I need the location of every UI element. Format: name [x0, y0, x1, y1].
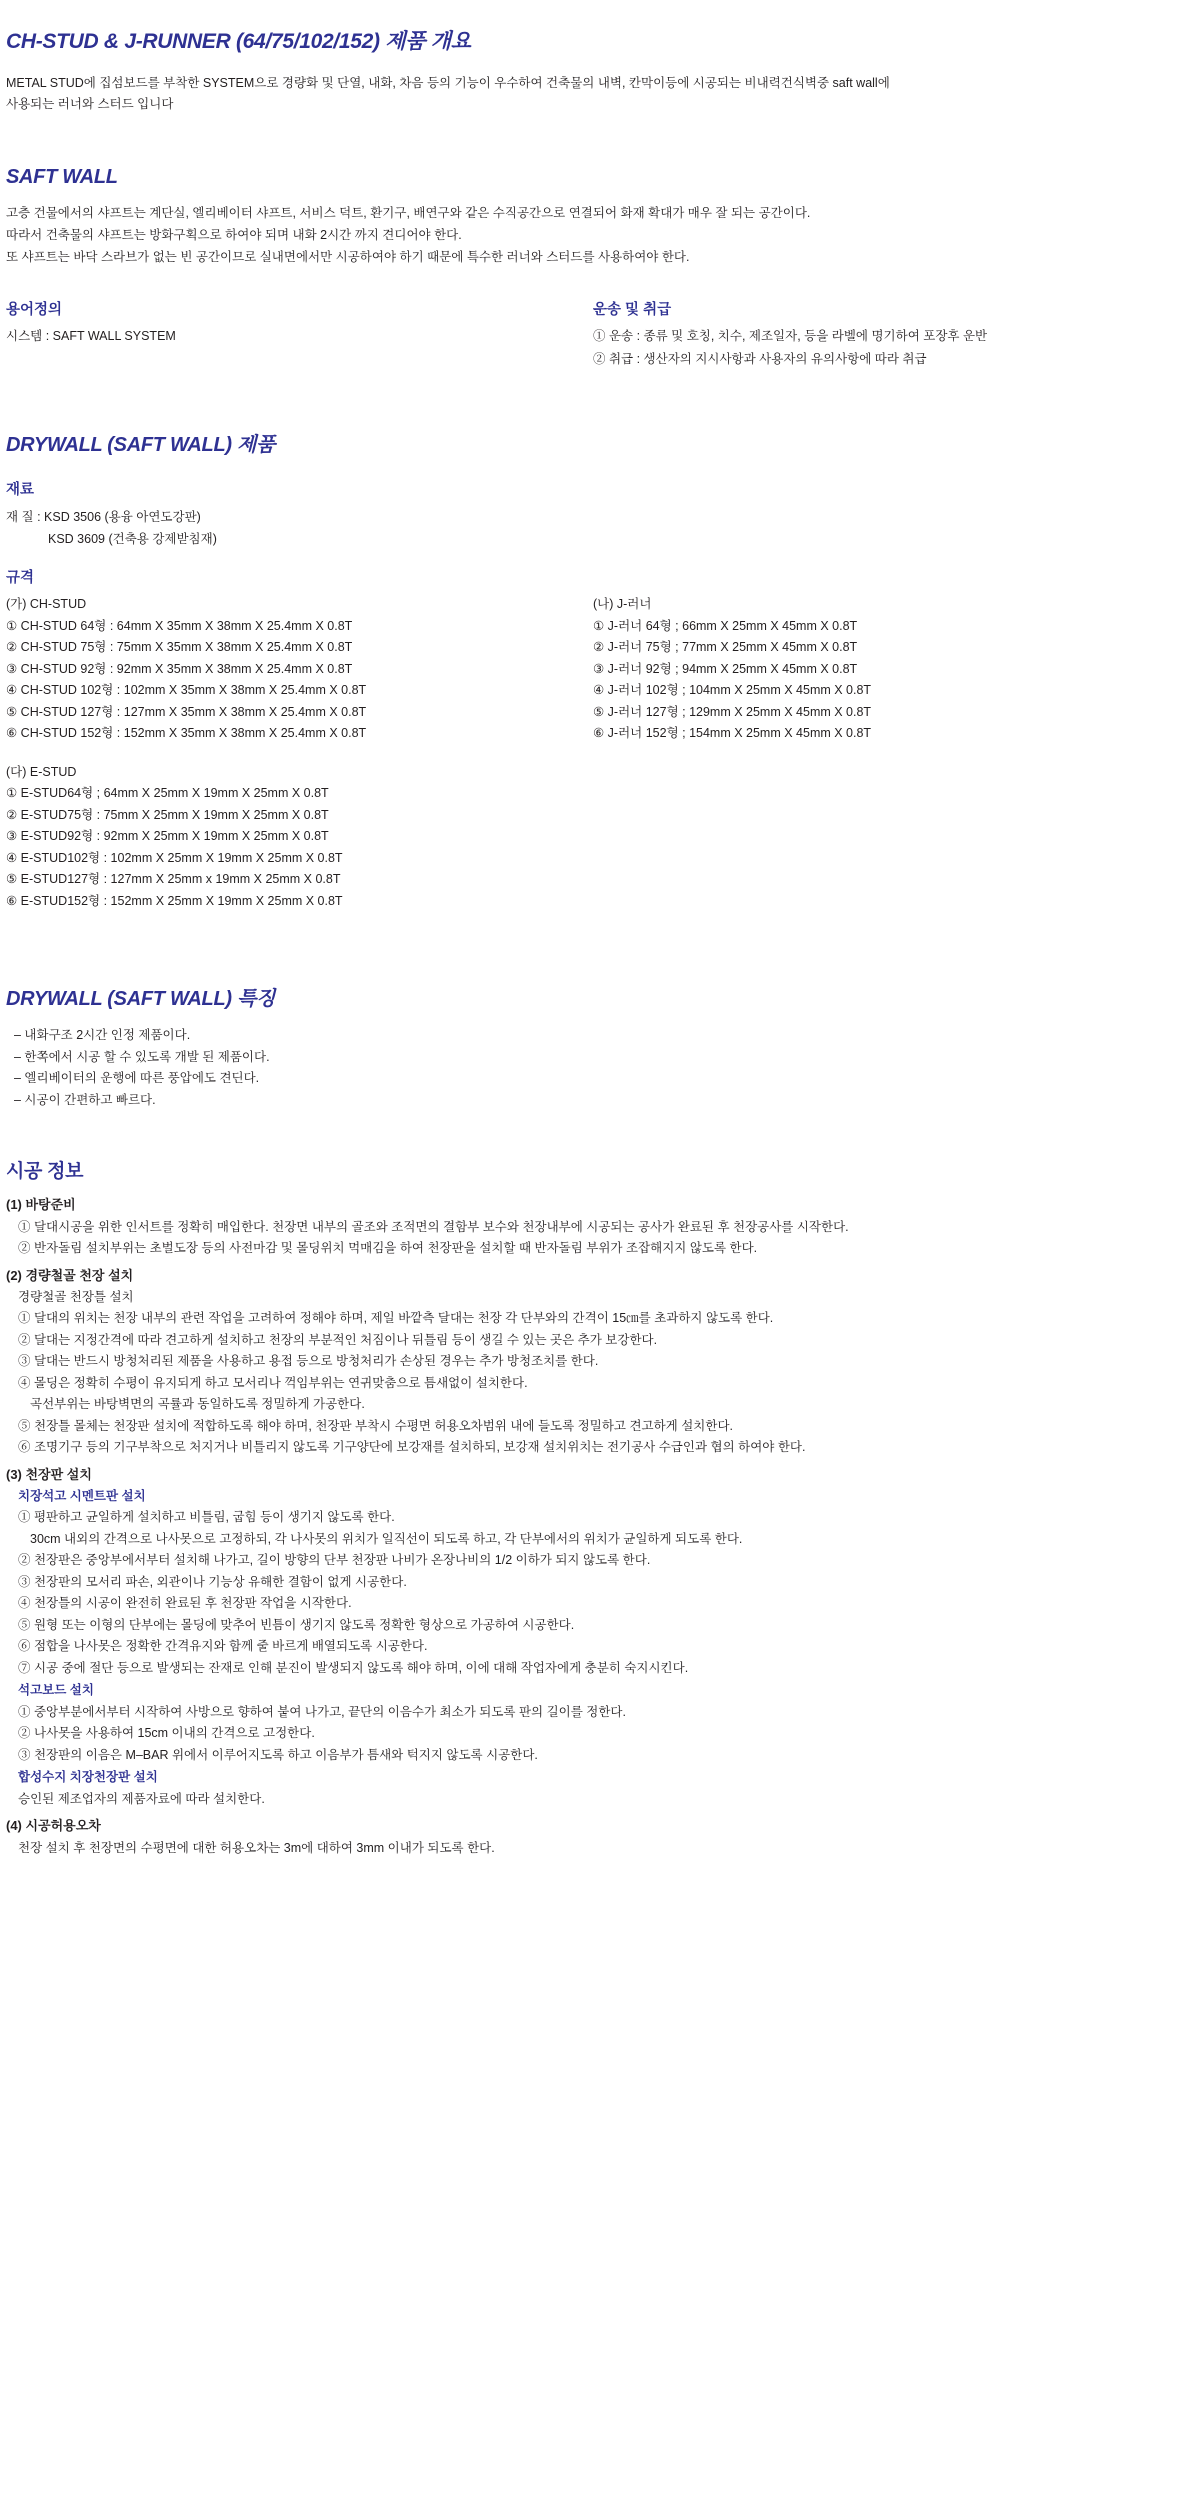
list-item: ⑥ 점합을 나사못은 정확한 간격유지와 함께 줄 바르게 배열되도록 시공한다.: [18, 1639, 428, 1654]
spec-group-a-title: (가) CH-STUD: [6, 597, 87, 612]
transport-line-2: ② 취급 : 생산자의 지시사항과 사용자의 유의사항에 따라 취급: [593, 351, 927, 366]
list-item: ④ CH-STUD 102형 : 102mm X 35mm X 38mm X 25.4mm X 0.8T: [6, 683, 367, 698]
construction-section-1: [6, 1195, 1180, 1260]
construction-section-2: [6, 1266, 1180, 1459]
list-item: ② E-STUD75형 : 75mm X 25mm X 19mm X 25mm X 0.8T: [6, 807, 329, 822]
list-item: ② 나사못을 사용하여 15cm 이내의 간격으로 고정한다.: [18, 1726, 315, 1741]
transport-handling-block: [593, 299, 1180, 370]
list-item: ④ 몰딩은 정확히 수평이 유지되게 하고 모서리나 꺽임부위는 연귀맞춤으로 틈새없이 설치한다.: [18, 1375, 528, 1390]
list-item: ⑤ 원형 또는 이형의 단부에는 몰딩에 맞추어 빈틈이 생기지 않도록 정확한 형상으로 가공하여 시공한다.: [18, 1617, 575, 1632]
transport-line-1: ① 운송 : 종류 및 호칭, 치수, 제조일자, 등을 라벨에 명기하여 포장후 운반: [593, 329, 988, 344]
saft-wall-paragraph-3: 또 샤프트는 바닥 스라브가 없는 빈 공간이므로 실내면에서만 시공하여야 하기 때문에 특수한 러너와 스터드를 사용하여야 한다.: [6, 250, 690, 265]
construction-section-3-sub-3: 합성수지 치장천장판 설치: [18, 1770, 158, 1785]
list-item: 천장 설치 후 천장면의 수평면에 대한 허용오차는 3m에 대하여 3mm 이내가 되도록 한다.: [18, 1841, 495, 1856]
list-item: ⑤ 천장틀 몰체는 천장판 설치에 적합하도록 해야 하며, 천장판 부착시 수평면 허용오차범위 내에 들도록 정밀하고 견고하게 설치한다.: [18, 1418, 733, 1433]
list-item: ① CH-STUD 64형 : 64mm X 35mm X 38mm X 25.4mm X 0.8T: [6, 618, 353, 633]
saft-wall-detail-columns: [6, 299, 1180, 370]
intro-line-1: METAL STUD에 집섬보드를 부착한 SYSTEM으로 경량화 및 단열, 내화, 차음 등의 기능이 우수하여 건축물의 내벽, 칸막이등에 시공되는 비내력건식벽중 saft wall에: [6, 75, 890, 90]
list-item: – 시공이 간편하고 빠르다.: [14, 1092, 156, 1107]
list-item: – 내화구조 2시간 인정 제품이다.: [14, 1028, 191, 1043]
construction-section-3-note: 30cm 내외의 간격으로 나사못으로 고정하되, 각 나사못의 위치가 일직선이 되도록 하고, 각 단부에서의 위치가 균일하게 되도록 한다.: [30, 1531, 743, 1546]
section-title-saft-wall: SAFT WALL: [6, 166, 118, 189]
list-item: ⑤ E-STUD127형 : 127mm X 25mm x 19mm X 25mm X 0.8T: [6, 872, 341, 887]
spec-group-ch-stud: [6, 593, 593, 745]
spec-columns: [6, 593, 1180, 745]
list-item: ⑥ 조명기구 등의 기구부착으로 처지거나 비틀리지 않도록 기구양단에 보강재를 설치하되, 보강재 설치위치는 전기공사 수급인과 협의 하여야 한다.: [18, 1440, 806, 1455]
spec-group-b-list: [593, 616, 1180, 745]
saft-wall-paragraph-1: 고층 건물에서의 샤프트는 계단실, 엘리베이터 샤프트, 서비스 덕트, 환기구, 배연구와 같은 수직공간으로 연결되어 화재 확대가 매우 잘 되는 공간이다.: [6, 206, 811, 221]
section-title-product: DRYWALL (SAFT WALL) 제품: [6, 434, 276, 457]
list-item: ③ J-러너 92형 ; 94mm X 25mm X 45mm X 0.8T: [593, 661, 858, 676]
construction-section-2-sub: 경량철골 천장틀 설치: [18, 1290, 134, 1305]
saft-wall-paragraph-2: 따라서 건축물의 샤프트는 방화구획으로 하여야 되며 내화 2시간 까지 견디어야 한다.: [6, 228, 462, 243]
list-item: 승인된 제조업자의 제품자료에 따라 설치한다.: [18, 1791, 265, 1806]
list-item: ③ 천장판의 이음은 M–BAR 위에서 이루어지도록 하고 이음부가 틈새와 턱지지 않도록 시공한다.: [18, 1747, 538, 1762]
construction-section-1-head: (1) 바탕준비: [6, 1196, 76, 1212]
construction-section-3-head: (3) 천장판 설치: [6, 1466, 92, 1482]
term-definition-heading: 용어정의: [6, 301, 63, 318]
section-title-features: DRYWALL (SAFT WALL) 특징: [6, 988, 276, 1011]
spec-group-c-list: [6, 783, 1180, 912]
list-item: ① 평판하고 균일하게 설치하고 비틀림, 굽힘 등이 생기지 않도록 한다.: [18, 1510, 395, 1525]
construction-section-3: [6, 1465, 1180, 1810]
list-item: ① 달대시공을 위한 인서트를 정확히 매입한다. 천장면 내부의 골조와 조적면의 결함부 보수와 천장내부에 시공되는 공사가 완료된 후 천장공사를 시작한다.: [18, 1219, 849, 1234]
list-item: ⑤ J-러너 127형 ; 129mm X 25mm X 45mm X 0.8T: [593, 704, 872, 719]
list-item: ③ CH-STUD 92형 : 92mm X 35mm X 38mm X 25.4mm X 0.8T: [6, 661, 353, 676]
list-item: ① E-STUD64형 ; 64mm X 25mm X 19mm X 25mm X 0.8T: [6, 786, 329, 801]
list-item: ⑦ 시공 중에 절단 등으로 발생되는 잔재로 인해 분진이 발생되지 않도록 해야 하며, 이에 대해 작업자에게 충분히 숙지시킨다.: [18, 1660, 689, 1675]
construction-section-2-note: 곡선부위는 바탕벽면의 곡률과 동일하도록 정밀하게 가공한다.: [30, 1397, 365, 1412]
term-definition-line-1: 시스템 : SAFT WALL SYSTEM: [6, 329, 176, 344]
transport-handling-heading: 운송 및 취급: [593, 301, 672, 318]
list-item: ③ 천장판의 모서리 파손, 외관이나 기능상 유해한 결함이 없게 시공한다.: [18, 1574, 407, 1589]
material-heading: 재료: [6, 482, 35, 499]
list-item: ① J-러너 64형 ; 66mm X 25mm X 45mm X 0.8T: [593, 618, 858, 633]
material-line-2: KSD 3609 (건축용 강제받침재): [48, 532, 217, 547]
construction-section-2-head: (2) 경량철골 천장 설치: [6, 1267, 134, 1283]
construction-section-3-sub-1: 치장석고 시멘트판 설치: [18, 1489, 146, 1504]
spec-group-b-title: (나) J-러너: [593, 597, 652, 612]
spec-group-e-stud: [6, 761, 1180, 913]
list-item: ⑤ CH-STUD 127형 : 127mm X 35mm X 38mm X 25.4mm X 0.8T: [6, 704, 367, 719]
list-item: ⑥ E-STUD152형 : 152mm X 25mm X 19mm X 25mm X 0.8T: [6, 893, 343, 908]
term-definition-block: [6, 299, 593, 370]
construction-section-4: [6, 1816, 1180, 1860]
spec-heading: 규격: [6, 569, 35, 586]
list-item: ① 중앙부분에서부터 시작하여 사방으로 향하여 붙여 나가고, 끝단의 이음수가 최소가 되도록 판의 길이를 정한다.: [18, 1704, 626, 1719]
spec-group-a-list: [6, 616, 581, 745]
list-item: ② 반자돌림 설치부위는 초벌도장 등의 사전마감 및 몰딩위치 먹매김을 하여 천장판을 설치할 때 반자돌림 부위가 조잡해지지 않도록 한다.: [18, 1241, 758, 1256]
intro-line-2: 사용되는 러너와 스터드 입니다: [6, 97, 174, 112]
features-list: [6, 1025, 1180, 1111]
list-item: ② CH-STUD 75형 : 75mm X 35mm X 38mm X 25.4mm X 0.8T: [6, 640, 353, 655]
list-item: ⑥ J-러너 152형 ; 154mm X 25mm X 45mm X 0.8T: [593, 726, 872, 741]
list-item: – 엘리베이터의 운행에 따른 풍압에도 견딘다.: [14, 1071, 260, 1086]
list-item: ② 달대는 지정간격에 따라 견고하게 설치하고 천장의 부분적인 처짐이나 뒤틀림 등이 생길 수 있는 곳은 추가 보강한다.: [18, 1332, 658, 1347]
list-item: ② J-러너 75형 ; 77mm X 25mm X 45mm X 0.8T: [593, 640, 858, 655]
list-item: ④ E-STUD102형 : 102mm X 25mm X 19mm X 25mm X 0.8T: [6, 850, 343, 865]
list-item: ④ 천장틀의 시공이 완전히 완료된 후 천장판 작업을 시작한다.: [18, 1596, 352, 1611]
spec-group-c-title: (다) E-STUD: [6, 764, 77, 779]
list-item: ④ J-러너 102형 ; 104mm X 25mm X 45mm X 0.8T: [593, 683, 872, 698]
list-item: ② 천장판은 중앙부에서부터 설치해 나가고, 길이 방향의 단부 천장판 나비가 온장나비의 1/2 이하가 되지 않도록 한다.: [18, 1553, 651, 1568]
list-item: ① 달대의 위치는 천장 내부의 관련 작업을 고려하여 정해야 하며, 제일 바깥측 달대는 천장 각 단부와의 간격이 15㎝를 초과하지 않도록 한다.: [18, 1311, 774, 1326]
spec-group-j-runner: [593, 593, 1180, 745]
list-item: – 한쪽에서 시공 할 수 있도록 개발 된 제품이다.: [14, 1049, 270, 1064]
list-item: ⑥ CH-STUD 152형 : 152mm X 35mm X 38mm X 25.4mm X 0.8T: [6, 726, 367, 741]
section-title-construction: 시공 정보: [6, 1161, 84, 1183]
page-title: CH-STUD & J-RUNNER (64/75/102/152) 제품 개요: [6, 30, 471, 53]
construction-section-3-sub-2: 석고보드 설치: [18, 1683, 94, 1698]
list-item: ③ E-STUD92형 : 92mm X 25mm X 19mm X 25mm X 0.8T: [6, 829, 329, 844]
construction-section-4-head: (4) 시공허용오차: [6, 1818, 101, 1834]
list-item: ③ 달대는 반드시 방청처리된 제품을 사용하고 용접 등으로 방청처리가 손상된 경우는 추가 방청조치를 한다.: [18, 1354, 599, 1369]
material-line-1: 재 질 : KSD 3506 (용융 아연도강판): [6, 509, 201, 524]
